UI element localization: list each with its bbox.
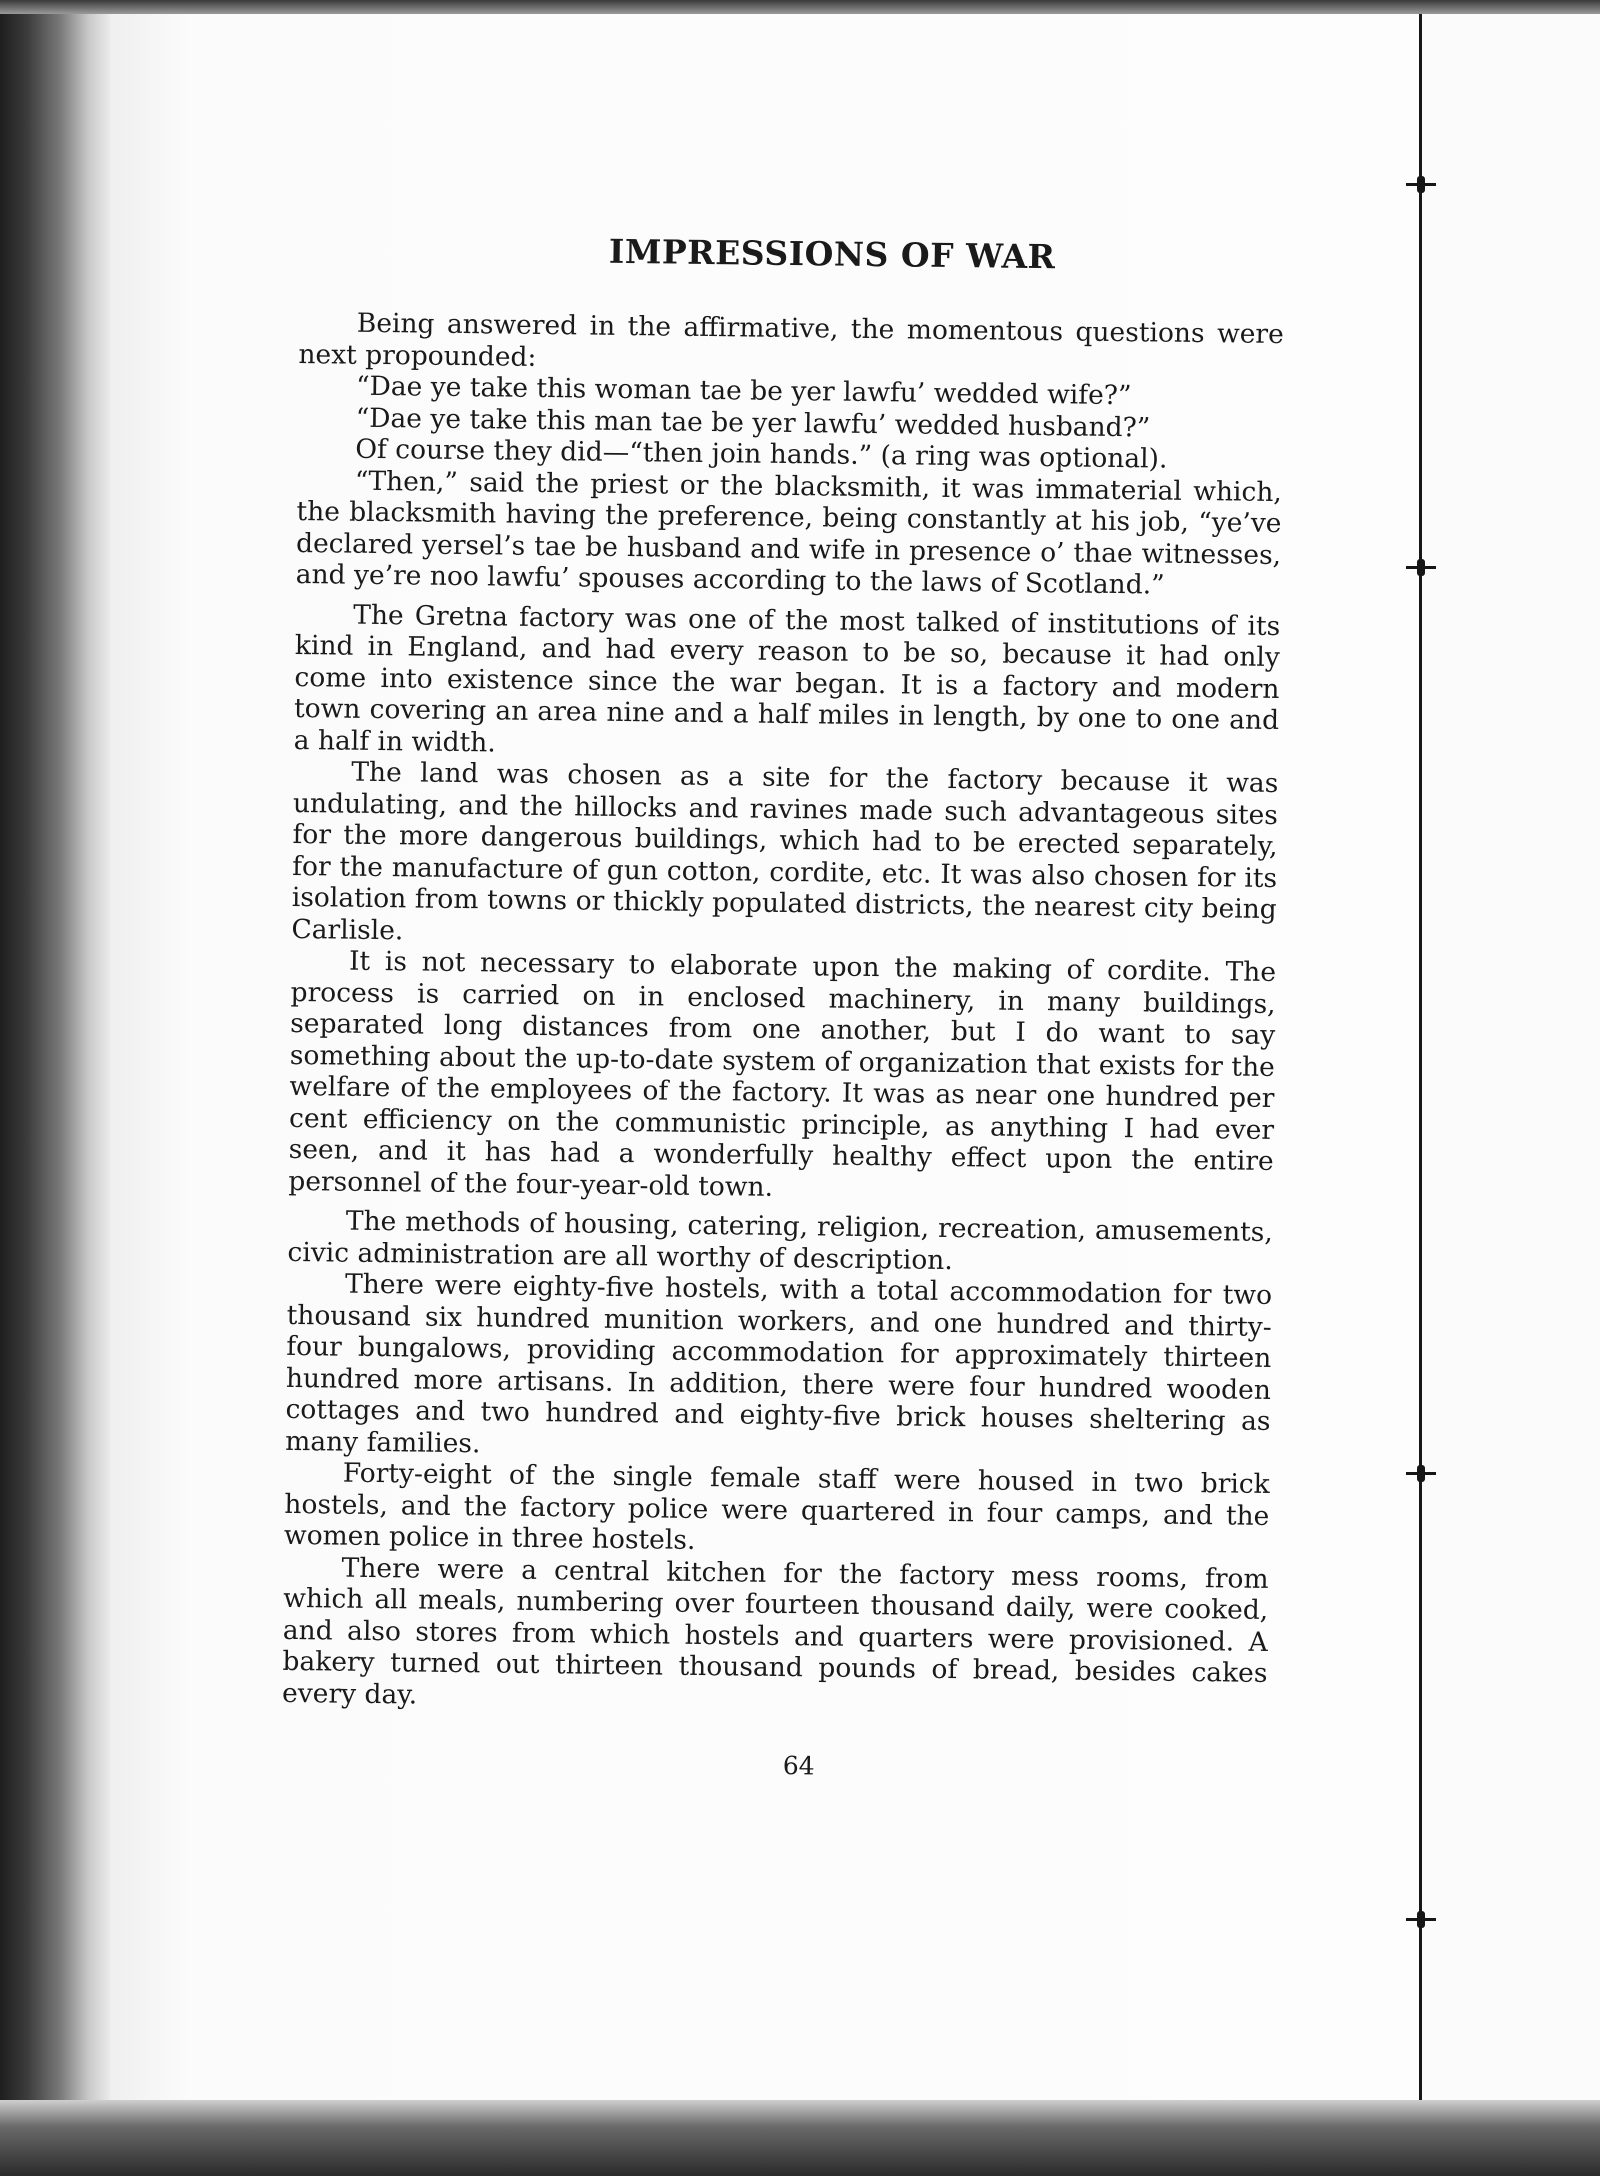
crop-mark xyxy=(1406,566,1436,569)
paragraph: Forty-eight of the single female staff were housed in two brick hostels, and the factory police were quartered in four camps, and the women police in three hostels. xyxy=(283,1457,1270,1556)
running-head: IMPRESSIONS OF WAR xyxy=(608,231,1056,277)
book-spine-edge xyxy=(0,0,110,2176)
paragraph: It is not necessary to elaborate upon the making of cordite. The process is carried on in enclosed machinery, in many buildings, separated long distances from one another, but I do want to say something about the up-to-date system of organization that exists for the welfare of the employees of the factory. It was as near one hundred per cent efficiency on the communistic principle, as anything I had ever seen, and it has had a wonderfully healthy effect upon the entire personnel of the four-year-old town. xyxy=(288,945,1277,1203)
paragraph: The methods of housing, catering, religion, recreation, amusements, civic administration are all worthy of description. xyxy=(287,1205,1273,1276)
paragraph: Being answered in the affirmative, the momentous questions were next propounded: xyxy=(298,307,1284,373)
page-text-block xyxy=(281,228,1285,1786)
paragraph: The Gretna factory was one of the most talked of institutions of its kind in England, and had every reason to be so, because it had only come into existence since the war began. It is a factory and modern town covering an area nine and a half miles in length, by one to one and a half in width. xyxy=(293,599,1281,758)
paragraph: There were eighty-five hostels, with a total accommodation for two thousand six hundred munition workers, and one hundred and thirty-four bungalows, providing accommodation for approximately thirteen hundred more artisans. In addition, there were four hundred wooden cottages and two hundred and eighty-five brick houses sheltering as many families. xyxy=(284,1268,1273,1459)
top-page-edge xyxy=(0,0,1600,14)
paragraph: Of course they did—“then join hands.” (a ring was optional). xyxy=(355,433,1168,475)
paragraph: “Dae ye take this woman tae be yer lawfu’ wedded wife?” xyxy=(355,370,1132,412)
crop-line xyxy=(1419,14,1422,2100)
paragraph: The land was chosen as a site for the factory because it was undulating, and the hillocks and ravines made such advantageous sites for the more dangerous buildings, which had to be erected separately, for the manufacture of gun cotton, cordite, etc. It was also chosen for its isolation from towns or thickly populated districts, the nearest city being Carlisle. xyxy=(291,756,1279,946)
paragraph: “Dae ye take this man tae be yer lawfu’ wedded husband?” xyxy=(355,402,1151,443)
crop-mark xyxy=(1406,1918,1436,1921)
page-number: 64 xyxy=(782,1751,815,1781)
paragraph: “Then,” said the priest or the blacksmith, it was immaterial which, the blacksmith having the preference, being constantly at his job, “ye’ve declared yersel’s tae be husband and wife in presence o’ thae witnesses, and ye’re noo lawfu’ spouses according to the laws of Scotland.” xyxy=(295,465,1283,601)
bottom-page-edge xyxy=(0,2100,1600,2176)
facing-page-margin xyxy=(1420,14,1600,2100)
paragraph: There were a central kitchen for the factory mess rooms, from which all meals, numbering over fourteen thousand daily, were cooked, and also stores from which hostels and quarters were provisioned. A bakery turned out thirteen thousand pounds of bread, besides cakes every day. xyxy=(281,1552,1269,1711)
crop-mark xyxy=(1406,183,1436,186)
crop-mark xyxy=(1406,1472,1436,1475)
